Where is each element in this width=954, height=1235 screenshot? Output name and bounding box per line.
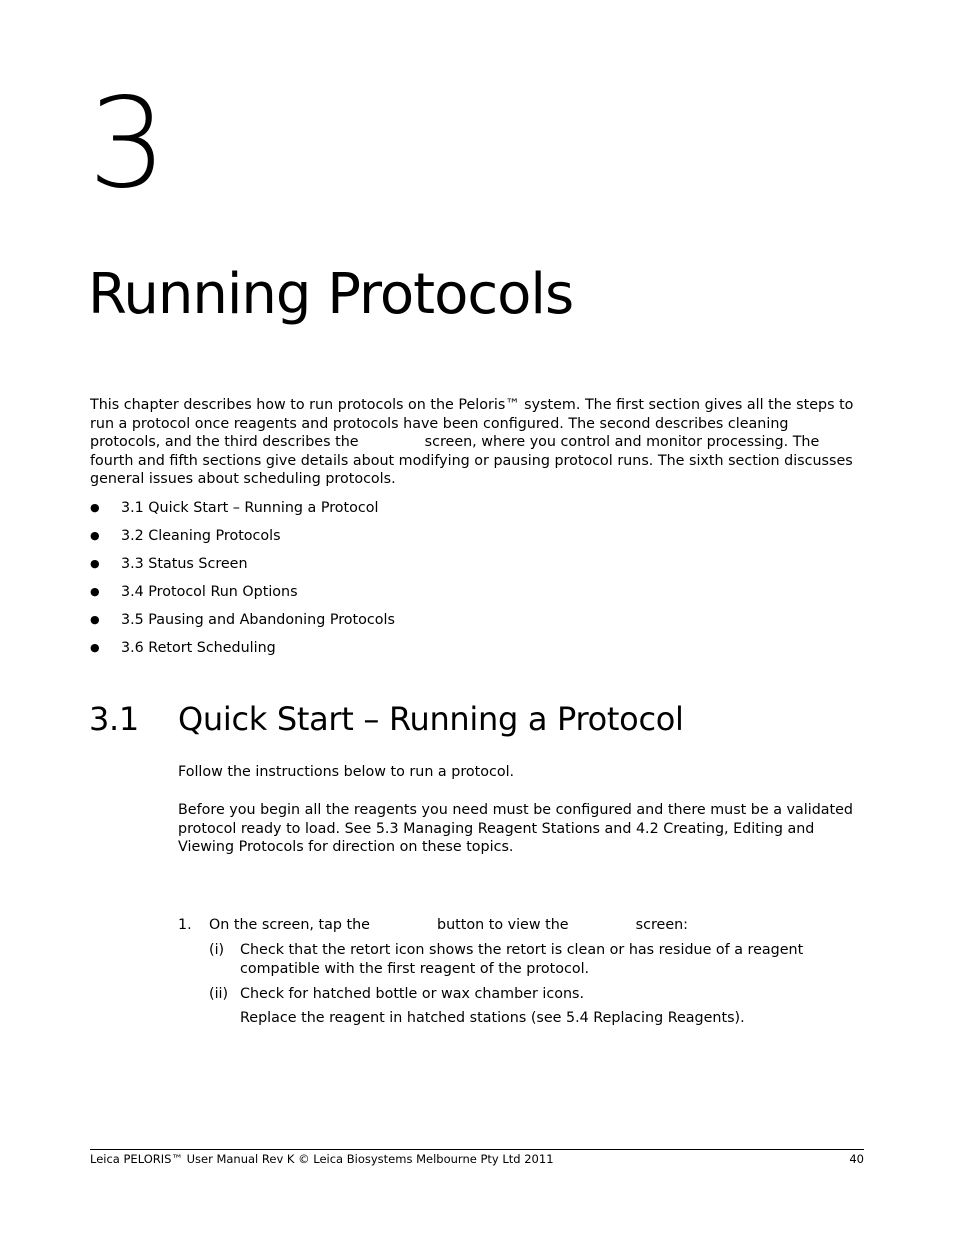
list-item: [90, 498, 395, 526]
toc-link-3-2[interactable]: 3.2 Cleaning Protocols: [121, 528, 281, 544]
indent-spacer: [209, 1009, 240, 1028]
toc-link-3-5[interactable]: 3.5 Pausing and Abandoning Protocols: [121, 612, 395, 628]
list-item: [90, 610, 395, 638]
intro-text-part2: screen, where you control and monitor processing. The fourth and fifth sections give details about modifying or pausing protocol runs. The sixth section discusses general issues about scheduling protocols.: [90, 434, 853, 487]
substep-note-text: Replace the reagent in hatched stations (see 5.4 Replacing Reagents).: [240, 1010, 745, 1026]
substep-number: (i): [209, 942, 225, 958]
chapter-contents-list: [90, 498, 395, 666]
bullet-icon: ●: [90, 585, 100, 598]
list-item: [90, 582, 395, 610]
bullet-icon: ●: [90, 529, 100, 542]
bullet-icon: ●: [90, 501, 100, 514]
section-title: Quick Start – Running a Protocol: [178, 700, 684, 738]
step-text: On the screen, tap the button to view the screen:: [209, 917, 688, 933]
substep-ii: [209, 985, 864, 1004]
list-item: [90, 526, 395, 554]
toc-link-3-1[interactable]: 3.1 Quick Start – Running a Protocol: [121, 500, 379, 516]
substep-ii-note: [209, 1009, 864, 1028]
intro-text-part1: This chapter describes how to run protocols on the Peloris™ system. The first section gives all the steps to run a protocol once reagents and protocols have been configured. The second describes cleaning protocols, and the third describes the: [90, 397, 854, 450]
substep-text: Check for hatched bottle or wax chamber icons.: [240, 986, 585, 1002]
chapter-number: 3: [88, 72, 165, 216]
bullet-icon: ●: [90, 641, 100, 654]
substep-text: Check that the retort icon shows the retort is clean or has residue of a reagent compatible with the first reagent of the protocol.: [240, 942, 804, 977]
list-item: [90, 554, 395, 582]
bullet-icon: ●: [90, 557, 100, 570]
toc-link-3-3[interactable]: 3.3 Status Screen: [121, 556, 248, 572]
bullet-icon: ●: [90, 613, 100, 626]
footer-copyright: Leica PELORIS™ User Manual Rev K © Leica Biosystems Melbourne Pty Ltd 2011: [90, 1152, 554, 1166]
section-intro-paragraph: Follow the instructions below to run a protocol.: [178, 764, 515, 780]
footer-divider: [90, 1149, 864, 1150]
step-1: [178, 915, 688, 935]
chapter-title: Running Protocols: [88, 262, 574, 327]
prerequisites-paragraph: Before you begin all the reagents you need must be configured and there must be a validated protocol ready to load. See 5.3 Managing Reagent Stations and 4.2 Creating, Editing and Viewing Protocols for direction on these topics.: [178, 802, 854, 855]
toc-link-3-6[interactable]: 3.6 Retort Scheduling: [121, 640, 276, 656]
section-heading: [89, 698, 684, 740]
toc-link-3-4[interactable]: 3.4 Protocol Run Options: [121, 584, 298, 600]
step-number: 1.: [178, 917, 192, 933]
list-item: [90, 638, 395, 666]
substep-i: [209, 941, 864, 978]
intro-paragraph: [90, 396, 862, 489]
substep-number: (ii): [209, 986, 229, 1002]
page-number: 40: [849, 1152, 864, 1166]
section-number: 3.1: [89, 700, 139, 738]
